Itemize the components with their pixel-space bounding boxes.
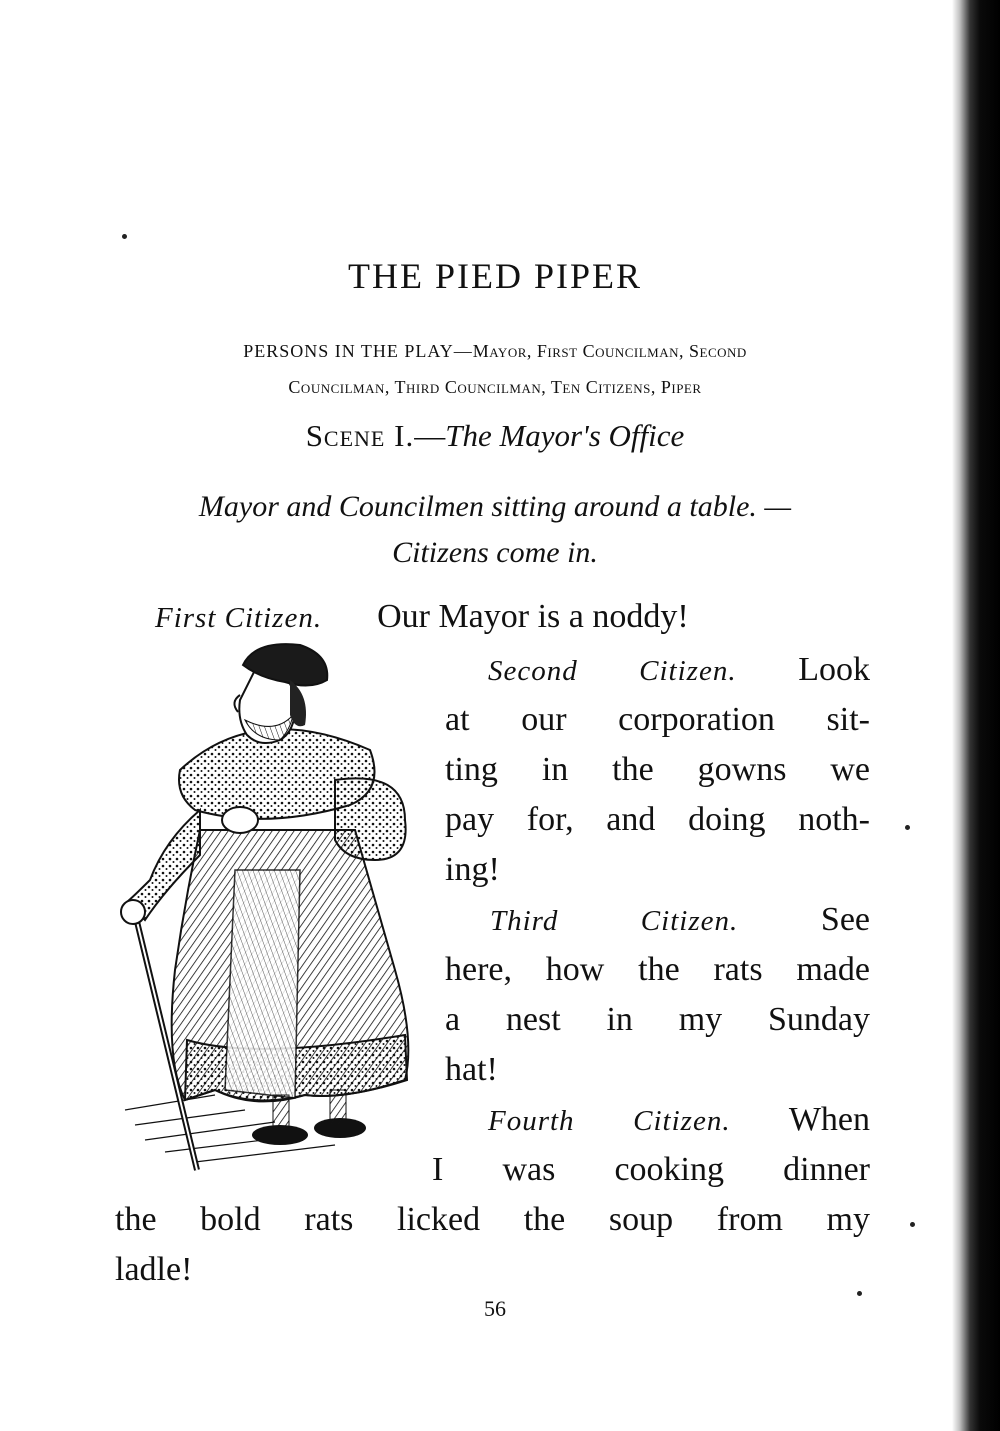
stage-direction-line-1: Mayor and Councilmen sitting around a table. — xyxy=(198,490,792,523)
page-title: THE PIED PIPER xyxy=(347,256,642,296)
persons-in-the-play xyxy=(115,333,875,405)
speaker-third-citizen: Third Citizen. xyxy=(490,905,739,937)
third-citizen-line-1 xyxy=(490,895,870,946)
persons-lead: PERSONS IN THE PLAY— xyxy=(243,341,473,361)
page-number: 56 xyxy=(484,1296,506,1321)
speaker-fourth-citizen: Fourth Citizen. xyxy=(488,1105,731,1137)
print-speck xyxy=(857,1291,862,1296)
third-citizen-line-4: hat! xyxy=(445,1051,498,1088)
third-citizen-line-2: here, how the rats made xyxy=(445,951,870,988)
fourth-citizen-line-1 xyxy=(488,1095,870,1146)
first-citizen-line xyxy=(155,592,689,643)
scene-dash: — xyxy=(414,418,446,453)
stage-direction xyxy=(115,484,875,576)
persons-list-1: Mayor, First Councilman, Second xyxy=(472,341,747,361)
speaker-first-citizen: First Citizen. xyxy=(155,602,323,634)
persons-line-1 xyxy=(115,333,875,369)
second-citizen-line-4: pay for, and doing noth- xyxy=(445,801,870,838)
print-speck xyxy=(905,825,910,830)
third-citizen-line-3: a nest in my Sunday xyxy=(445,1001,870,1038)
stage-direction-line-2: Citizens come in. xyxy=(392,536,598,569)
second-citizen-line-5: ing! xyxy=(445,851,500,888)
second-citizen-speech-1: Look xyxy=(798,651,871,688)
speaker-second-citizen: Second Citizen. xyxy=(488,655,737,687)
first-citizen-speech: Our Mayor is a noddy! xyxy=(377,598,689,635)
print-speck xyxy=(122,234,127,239)
scene-number: Scene I. xyxy=(305,418,415,453)
third-citizen-speech-1: See xyxy=(820,901,870,938)
persons-line-2: Councilman, Third Councilman, Ten Citizens, Piper xyxy=(288,377,702,397)
scene-heading xyxy=(0,418,990,454)
fourth-citizen-line-3: the bold rats licked the soup from my xyxy=(115,1201,870,1238)
fourth-citizen-speech-1: When xyxy=(788,1101,870,1138)
scene-place: The Mayor's Office xyxy=(445,418,685,453)
second-citizen-line-1 xyxy=(488,645,870,696)
page-edge-shadow xyxy=(952,0,1000,1431)
fourth-citizen-line-2: I was cooking dinner xyxy=(432,1151,870,1188)
second-citizen-line-3: ting in the gowns we xyxy=(445,751,870,788)
print-speck xyxy=(910,1222,915,1227)
mayor-illustration-icon xyxy=(105,640,435,1190)
second-citizen-line-2: at our corporation sit- xyxy=(445,701,870,738)
fourth-citizen-line-4: ladle! xyxy=(115,1251,193,1288)
